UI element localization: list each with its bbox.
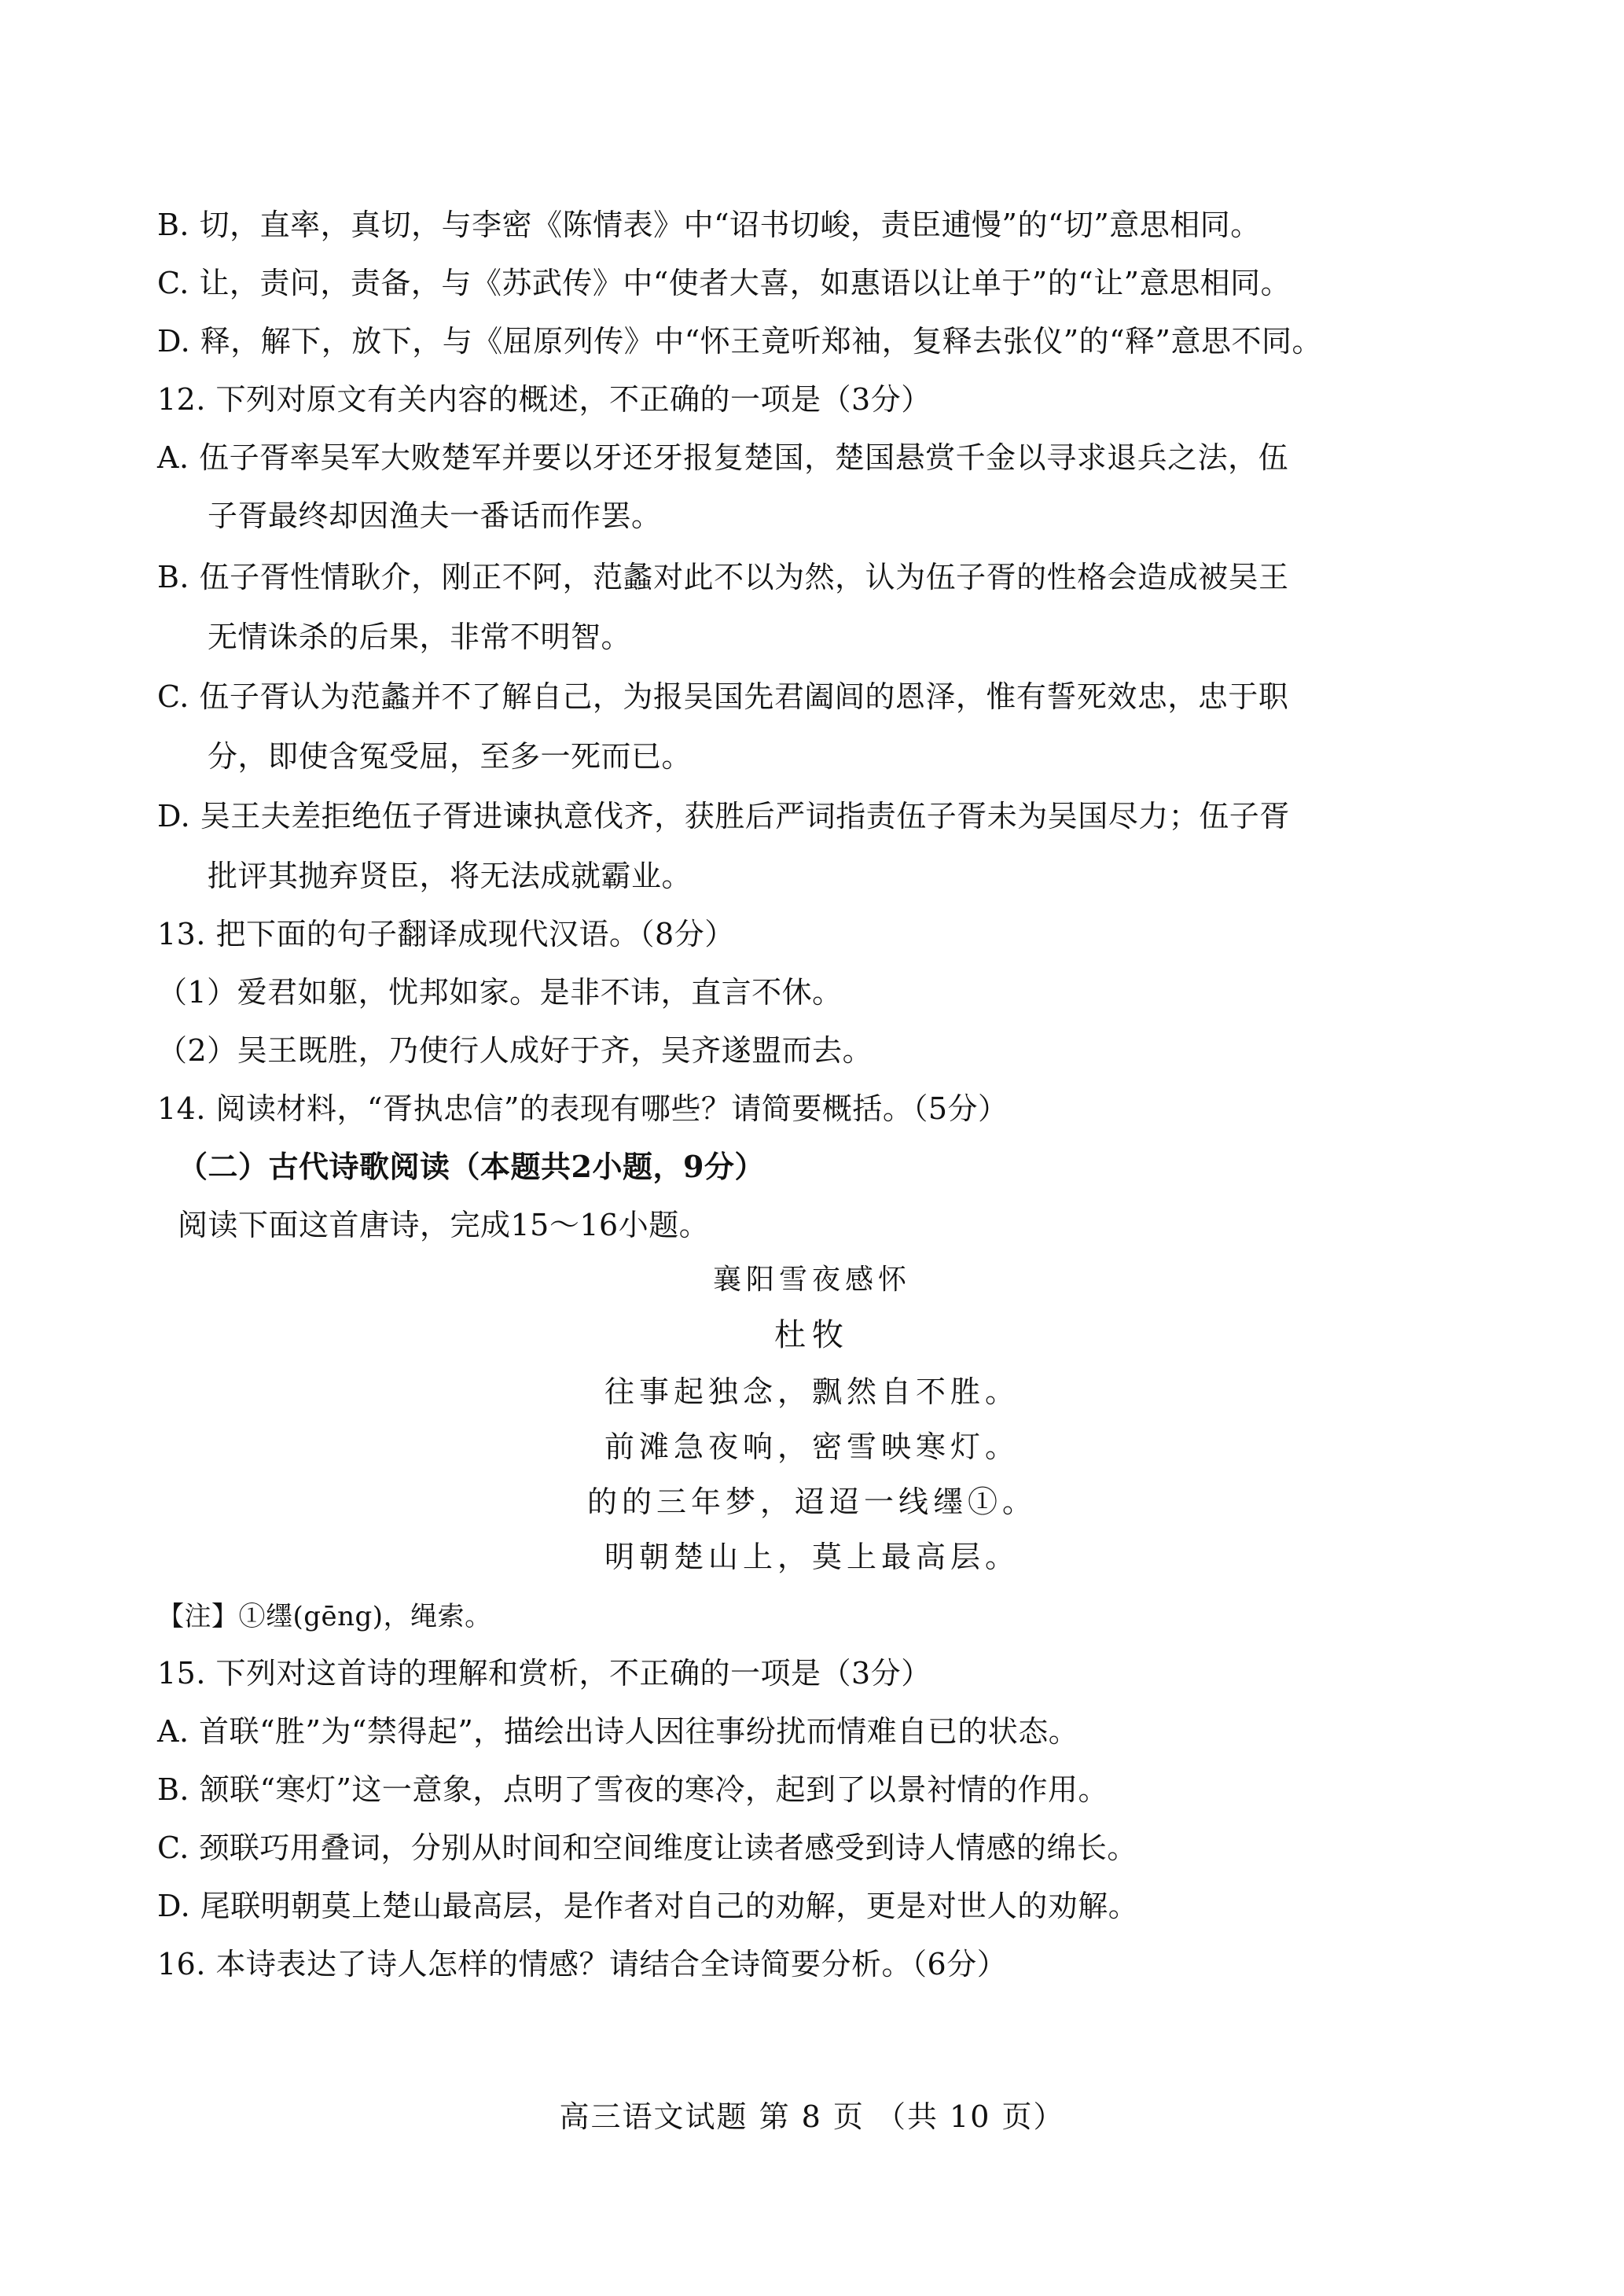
q15-stem: 15. 下列对这首诗的理解和赏析，不正确的一项是（3分） [157, 1656, 931, 1691]
q13-item-1: （1）爱君如躯，忧邦如家。是非不讳，直言不休。 [157, 975, 843, 1010]
q15-option-b: B. 颔联“寒灯”这一意象，点明了雪夜的寒冷，起到了以景衬情的作用。 [157, 1772, 1108, 1807]
q12-option-a-line1: A. 伍子胥率吴军大败楚军并要以牙还牙报复楚国，楚国悬赏千金以寻求退兵之法，伍 [157, 440, 1289, 475]
poem-line-4: 明朝楚山上，莫上最高层。 [604, 1540, 1020, 1574]
poem-note: 【注】①𬙊(gēng)，绳索。 [157, 1601, 492, 1632]
q12-option-d-line1: D. 吴王夫差拒绝伍子胥进谏执意伐齐，获胜后严词指责伍子胥未为吴国尽力；伍子胥 [157, 799, 1290, 833]
poem-title: 襄阳雪夜感怀 [712, 1264, 911, 1296]
q14-stem: 14. 阅读材料，“胥执忠信”的表现有哪些？请简要概括。（5分） [157, 1091, 1009, 1126]
poem-author: 杜牧 [774, 1317, 850, 1353]
q12-option-b-line2: 无情诛杀的后果，非常不明智。 [208, 620, 632, 654]
q12-option-d-line2: 批评其抛弃贤臣，将无法成就霸业。 [208, 859, 693, 893]
q11-option-b: B. 切，直率，真切，与李密《陈情表》中“诏书切峻，责臣逋慢”的“切”意思相同。 [157, 208, 1261, 242]
q12-stem: 12. 下列对原文有关内容的概述，不正确的一项是（3分） [157, 382, 931, 417]
q15-option-c: C. 颈联巧用叠词，分别从时间和空间维度让读者感受到诗人情感的绵长。 [157, 1831, 1137, 1865]
q12-option-a-line2: 子胥最终却因渔夫一番话而作罢。 [208, 499, 662, 533]
q15-option-a: A. 首联“胜”为“禁得起”，描绘出诗人因往事纷扰而情难自已的状态。 [157, 1714, 1079, 1749]
q12-option-b-line1: B. 伍子胥性情耿介，刚正不阿，范蠡对此不以为然，认为伍子胥的性格会造成被吴王 [157, 560, 1289, 594]
section-intro: 阅读下面这首唐诗，完成15～16小题。 [178, 1208, 710, 1242]
q16-stem: 16. 本诗表达了诗人怎样的情感？请结合全诗简要分析。（6分） [157, 1947, 1008, 1981]
q11-option-c: C. 让，责问，责备，与《苏武传》中“使者大喜，如惠语以让单于”的“让”意思相同。 [157, 266, 1291, 300]
q13-stem: 13. 把下面的句子翻译成现代汉语。（8分） [157, 917, 735, 951]
section-heading: （二）古代诗歌阅读（本题共2小题，9分） [178, 1149, 765, 1184]
poem-line-3: 的的三年梦，迢迢一线𬙊①。 [586, 1485, 1037, 1519]
poem-line-2: 前滩急夜响，密雪映寒灯。 [604, 1429, 1020, 1464]
poem-line-1: 往事起独念，飘然自不胜。 [604, 1374, 1020, 1409]
q11-option-d: D. 释，解下，放下，与《屈原列传》中“怀王竟听郑袖，复释去张仪”的“释”意思不同。 [157, 324, 1322, 359]
page-footer: 高三语文试题 第 8 页 （共 10 页） [559, 2099, 1065, 2134]
q12-option-c-line2: 分，即使含冤受屈，至多一死而已。 [208, 739, 693, 774]
q13-item-2: （2）吴王既胜，乃使行人成好于齐，吴齐遂盟而去。 [157, 1033, 873, 1068]
q15-option-d: D. 尾联明朝莫上楚山最高层，是作者对自己的劝解，更是对世人的劝解。 [157, 1889, 1139, 1923]
q12-option-c-line1: C. 伍子胥认为范蠡并不了解自己，为报吴国先君阖闾的恩泽，惟有誓死效忠，忠于职 [157, 679, 1289, 714]
